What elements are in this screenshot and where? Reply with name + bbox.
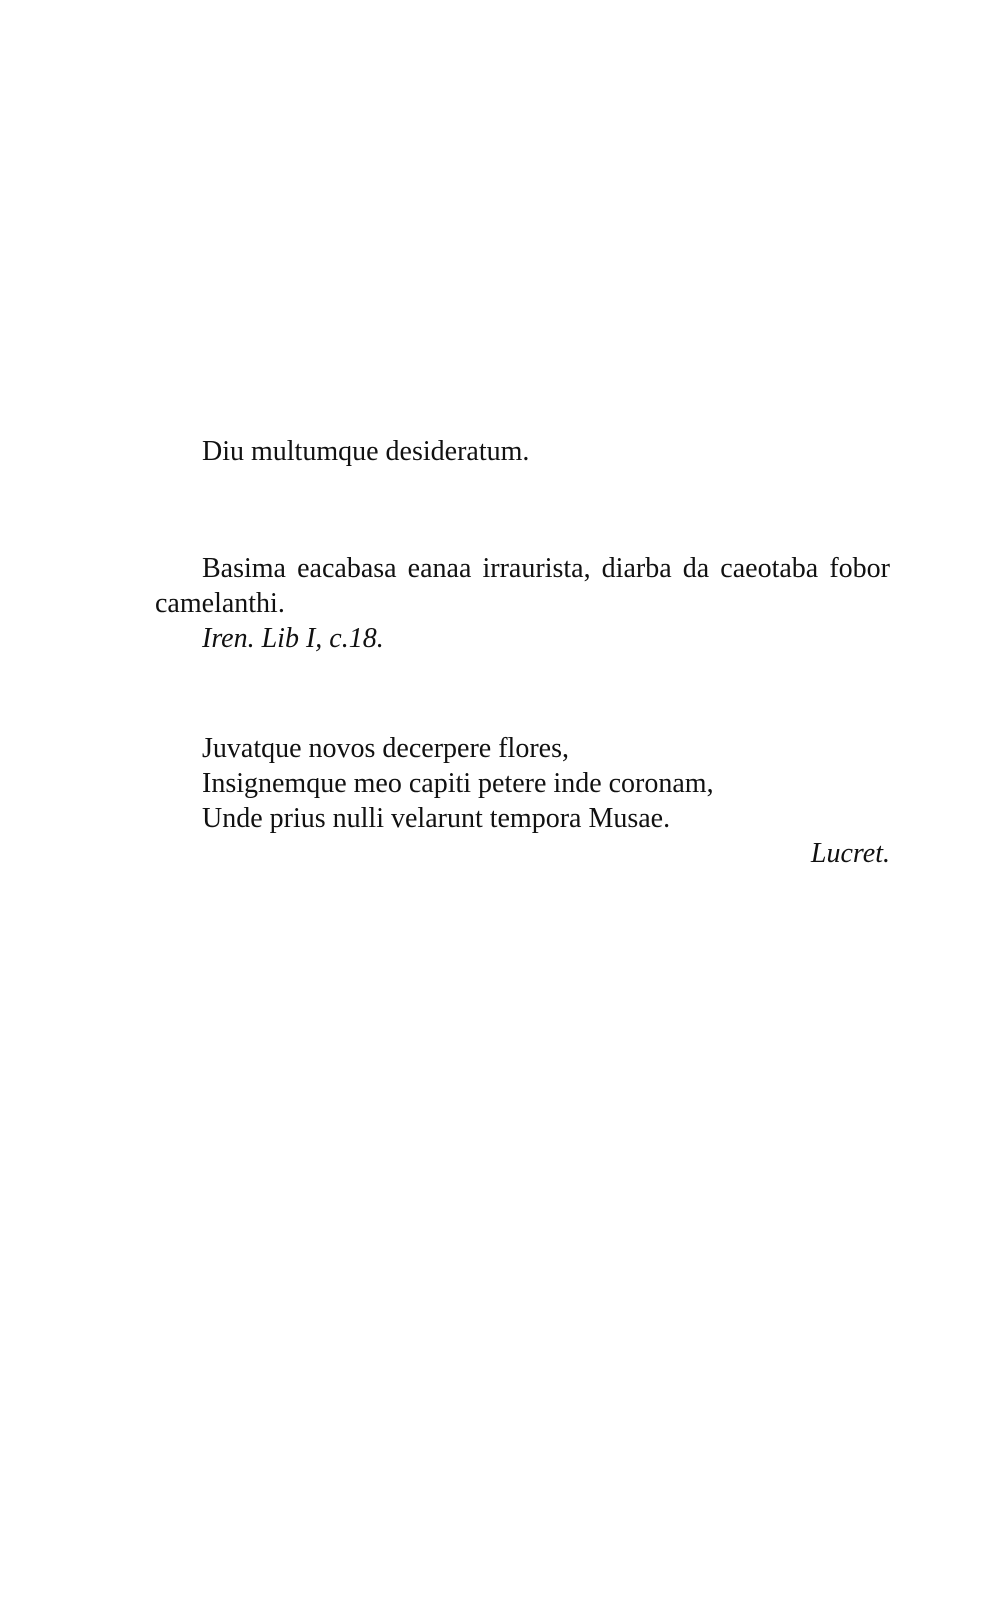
- verse-line-3: Unde prius nulli velarunt tempora Musae.: [202, 803, 671, 834]
- epigraph-2-attribution: Iren. Lib I, c.18.: [202, 623, 384, 654]
- epigraph-2: [155, 551, 890, 656]
- verse-line-2: Insignemque meo capiti petere inde coronam,: [202, 768, 714, 799]
- epigraph-1-text: Diu multumque desideratum.: [202, 436, 530, 467]
- epigraph-1: [155, 434, 890, 469]
- verse-line-1: Juvatque novos decerpere flores,: [202, 733, 569, 764]
- epigraph-2-text: Basima eacabasa eanaa irraurista, diarba da caeotaba fobor camelanthi.: [155, 553, 890, 619]
- epigraph-3: [155, 731, 890, 871]
- epigraph-3-attribution: Lucret.: [810, 838, 890, 869]
